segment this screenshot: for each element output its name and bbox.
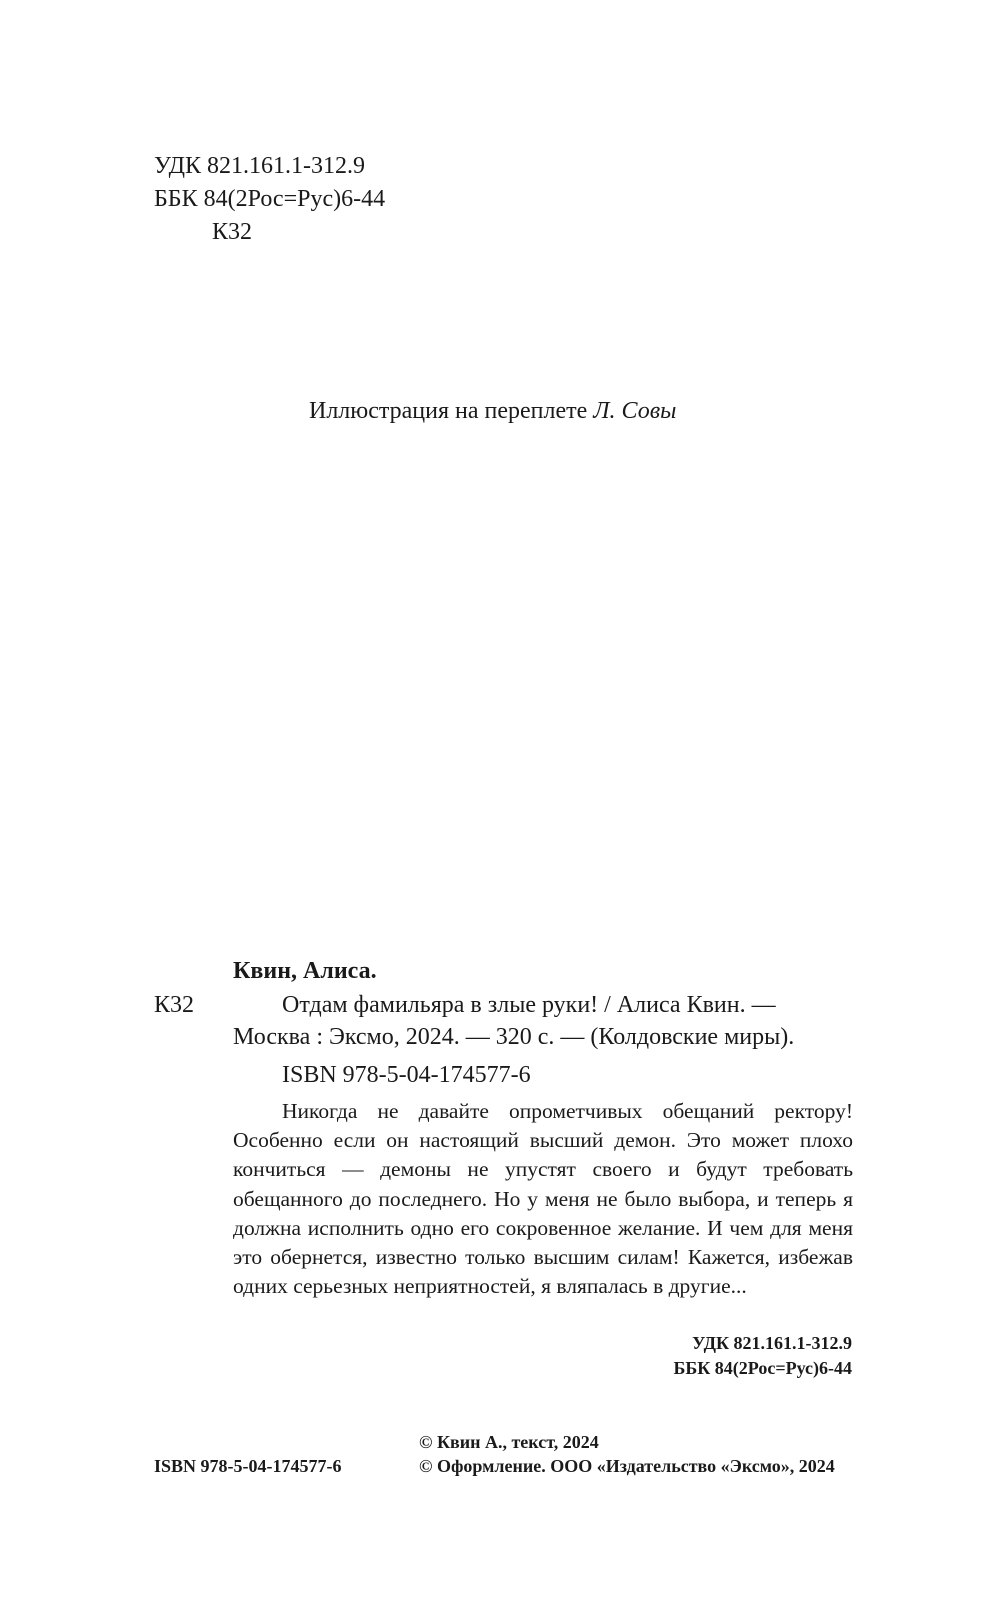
- catalog-sign: К32: [154, 992, 195, 1018]
- catalog-title-line1: Отдам фамильяра в злые руки! / Алиса Квин. —: [282, 992, 776, 1018]
- catalog-author: Квин, Алиса.: [233, 958, 377, 984]
- udk-code: УДК 821.161.1-312.9: [154, 153, 365, 179]
- annotation-text: Никогда не давайте опрометчивых обещаний ректору! Особенно если он настоящий высший демон. Это может плохо кончиться — демоны не упустят своего и будут требовать обещанного до последнего. Но у меня не было выбора, и теперь я должна исполнить одно его сокровенное желание. И чем для меня это обернется, известно только высшим силам! Кажется, избежав одних серьезных неприятностей, я вляпалась в другие...: [233, 1099, 853, 1299]
- footer-udk: УДК 821.161.1-312.9: [692, 1333, 852, 1353]
- catalog-title-line2: Москва : Эксмо, 2024. — 320 с. — (Колдовские миры).: [233, 1024, 795, 1050]
- illustration-credit: [309, 398, 676, 425]
- footer-bbk: ББК 84(2Рос=Рус)6-44: [673, 1358, 852, 1378]
- annotation: [233, 1097, 853, 1301]
- copyright-text: © Квин А., текст, 2024: [419, 1432, 599, 1452]
- catalog-isbn: ISBN 978-5-04-174577-6: [282, 1062, 531, 1088]
- author-sign: К32: [212, 219, 253, 245]
- illustration-prefix: Иллюстрация на переплете: [309, 398, 588, 424]
- footer-isbn: ISBN 978-5-04-174577-6: [154, 1456, 342, 1476]
- bbk-code: ББК 84(2Рос=Рус)6-44: [154, 186, 386, 212]
- copyright-design: © Оформление. ООО «Издательство «Эксмо», 2024: [419, 1456, 835, 1476]
- illustration-artist: Л. Совы: [593, 398, 677, 424]
